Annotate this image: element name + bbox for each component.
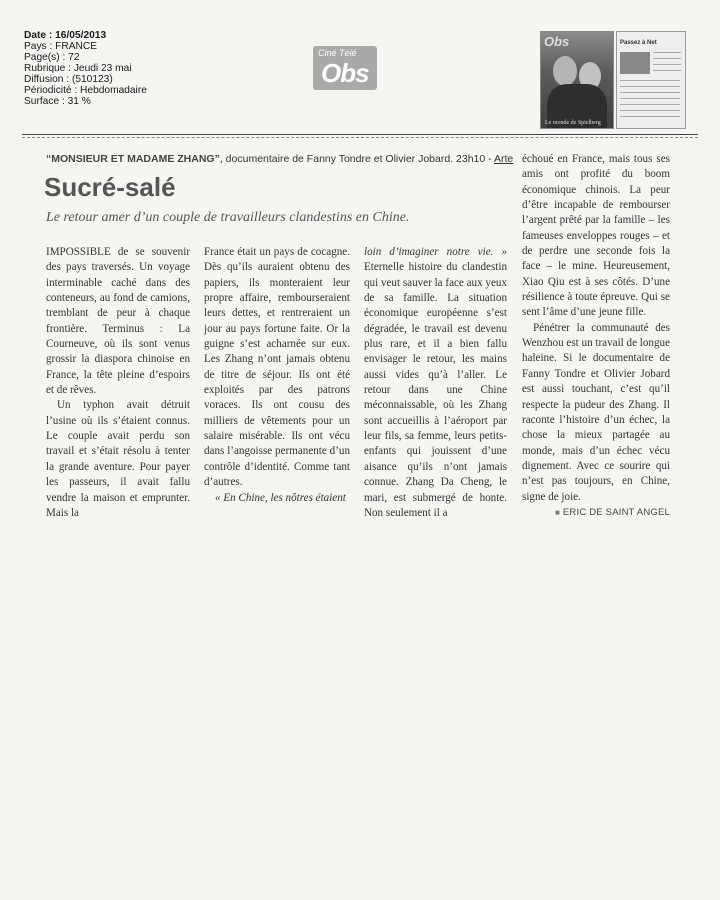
cover-caption: Le monde de Spielberg [545,120,601,126]
meta-surface: Surface : 31 % [24,96,91,107]
kicker-channel: Arte [493,153,514,165]
kicker-details: , documentaire de Fanny Tondre et Olivier Jobard. 23h10 - [219,153,494,165]
cover-title: Obs [544,34,570,49]
page-thumbnail-heading: Passez à Net [620,40,657,46]
cover-thumbnail [540,31,614,129]
meta-circulation: Diffusion : (510123) [24,74,113,85]
meta-country: Pays : FRANCE [24,41,98,52]
paragraph: Un typhon avait détruit l’usine où ils s’étaient connus. Le couple avait perdu son travail et s’était résolu à tenter la grande aventure. Pour payer les passeurs, il avait fallu vendre la maison et emprunter. Mais la [46,399,190,519]
meta-pages: Page(s) : 72 [24,52,80,63]
article-column-1 [46,245,190,521]
byline-square-icon: ■ [555,507,561,517]
paragraph: IMPOSSIBLE de se souvenir des pays traversés. Un voyage interminable caché dans des conteneurs, au fond de camions, tremblant de peur à chaque frontière. Terminus : La Courneuve, où ils sont venus grossir la diaspora chinoise en France, la tête pleine d’espoirs et de rêves. [46,246,190,397]
page-thumbnail-image [620,52,650,74]
text-line [653,58,681,59]
text-line [620,98,680,99]
page-thumbnail [616,31,686,129]
paragraph: Pénétrer la communauté des Wenzhou est un travail de longue haleine. Si le documentaire de Fanny Tondre et Olivier Jobard est aussi touchant, c’est qu’il respecte la pudeur des Zhang. Il raconte l’histoire d’un échec, la chose la mieux partagée au monde, mais d’un échec vécu dignement. Avec ce sourire qui n’est pas toujours, en Chine, signe de joie. [522,321,670,503]
kicker-program-title: “MONSIEUR ET MADAME ZHANG” [46,153,220,165]
article-column-4 [522,152,670,520]
pull-quote: « En Chine, les nôtres étaient [215,491,346,504]
logo-title: Obs [321,58,369,88]
text-line [620,110,680,111]
cover-person-icon [553,56,577,86]
article-standfirst: Le retour amer d’un couple de travailleurs clandestins en Chine. [46,210,410,225]
byline-author: ERIC DE SAINT ANGEL [562,506,670,518]
article-kicker [46,153,513,165]
paragraph: France était un pays de cocagne. Dès qu’ils auraient obtenu des papiers, ils monteraient leur propre affaire, rembourseraient leurs dettes, et rentreraient un jour au pays fortune faite. Or la guigne s’est acharnée sur eux. Les Zhang n’ont jamais obtenu de titre de séjour. Ils ont été exploités par des patrons voraces. Ils ont cousu des milliers de vêtements pour un salaire misérable. Ils ont vécu dans l’angoisse permanente d’un contrôle d’identité. Comme tant d’autres. [204,246,350,489]
text-line [620,116,680,117]
paragraph: échoué en France, mais tous ses amis ont profité du boom économique chinois. La peur d’être incapable de rembourser l’argent prêté par la famille – les fameuses enveloppes rouges – et de perdre une seconde fois la face – le mine. Heureusement, Xiao Qiu est à ses côtés. D’une résilience à toute épreuve. Qui se sent l’âme d’une jeune fille. [522,153,670,319]
text-line [620,104,680,105]
meta-frequency: Périodicité : Hebdomadaire [24,85,147,96]
text-line [653,52,681,53]
meta-section: Rubrique : Jeudi 23 mai [24,63,132,74]
separator-rule [22,134,698,135]
byline [522,505,670,520]
text-line [620,80,680,81]
press-metadata [24,30,147,107]
text-line [620,86,680,87]
meta-date: Date : 16/05/2013 [24,30,107,41]
text-line [653,64,681,65]
article-headline: Sucré-salé [44,172,176,202]
text-line [653,70,681,71]
paragraph: Eternelle histoire du clandestin qui veut sauver la face aux yeux de sa famille. La situation économique européenne s’est dégradée, le travail est devenu plus rare, et il a bien fallu envisager le retour, les mains aussi vides qu’à l’aller. Le retour dans une Chine méconnaissable, où les Zhang sont accueillis à l’aéroport par leur fils, sa femme, leurs petits-enfants qui jouissent d’une aisance qu’ils n’ont jamais connue. Zhang Da Cheng, le mari, est submergé de honte. Non seulement il a [364,261,507,519]
publication-logo [313,46,377,90]
text-line [620,92,680,93]
separator-rule-dashed [22,137,698,138]
logo-supertitle: Ciné Télé [318,48,357,58]
quote-continuation: loin d’imaginer notre vie. » [364,246,507,258]
article-column-3 [364,245,507,521]
article-column-2 [204,245,350,506]
